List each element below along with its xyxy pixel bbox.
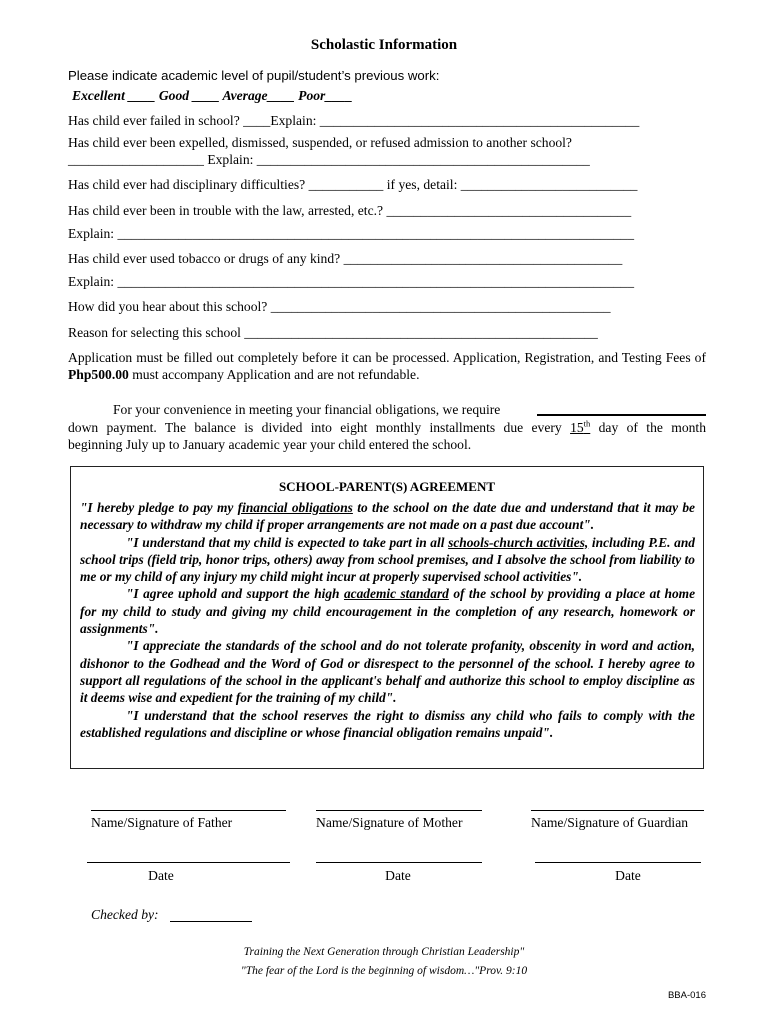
question-tobacco-explain: Explain: ____________________________________________________________________________ — [68, 274, 635, 289]
question-law-explain: Explain: ____________________________________________________________________________ — [68, 226, 635, 241]
payment-text: For your convenience in meeting your financial obligations, we require — [113, 402, 501, 417]
agreement-underlined: academic standard — [343, 586, 449, 602]
payment-day-number: 15 — [570, 420, 584, 435]
page-title: Scholastic Information — [310, 37, 458, 53]
mother-signature-line — [316, 810, 482, 811]
payment-day-suffix: th — [583, 418, 591, 429]
question-tobacco: Has child ever used tobacco or drugs of any kind? _________________________________________ — [68, 251, 623, 266]
guardian-date-label: Date — [615, 868, 641, 883]
payment-line2-end: day of the month — [590, 420, 706, 435]
academic-level-prompt: Please indicate academic level of pupil/student’s previous work: — [68, 68, 440, 83]
motto-line2: "The fear of the Lord is the beginning of wisdom…"Prov. 9:10 — [240, 965, 528, 977]
agreement-body — [80, 499, 695, 741]
mother-date-label: Date — [385, 868, 411, 883]
checked-by-line — [170, 921, 252, 922]
question-expelled-line1: Has child ever been expelled, dismissed, suspended, or refused admission to another school? — [68, 135, 572, 150]
father-date-label: Date — [148, 868, 174, 883]
form-code: BBA-016 — [667, 990, 706, 1001]
motto-line1: Training the Next Generation through Christian Leadership" — [243, 946, 525, 958]
question-reason: Reason for selecting this school ____________________________________________________ — [68, 325, 598, 340]
payment-line3: beginning July up to January academic year your child entered the school. — [68, 437, 472, 452]
father-date-line — [87, 862, 290, 863]
application-note-text: Application must be filled out completely before it can be processed. Application, Registration, and Testing Fees of — [68, 350, 706, 365]
question-law: Has child ever been in trouble with the law, arrested, etc.? ____________________________________ — [68, 203, 632, 218]
agreement-academic — [80, 585, 695, 637]
payment-details — [68, 419, 706, 453]
agreement-text: "I understand that my child is expected to take part in all — [126, 534, 449, 550]
application-fee: Php500.00 — [68, 367, 129, 382]
agreement-pledge-financial — [80, 499, 695, 534]
payment-due-day — [570, 420, 590, 435]
academic-level-options: Excellent ____ Good ____ Average____ Poor____ — [72, 88, 353, 103]
agreement-dismissal: "I understand that the school reserves the right to dismiss any child who fails to comply with the established regulations and discipline or whose financial obligation remains unpaid". — [80, 707, 695, 740]
question-expelled-line2: ____________________ Explain: _________________________________________________ — [68, 152, 590, 167]
agreement-text: including P.E. and school trips (field trip, honor trips, others) away from school premises, and I absolve the school from liability to me or my child of any injury my child might incur at properly supervised school activities". — [80, 534, 696, 585]
question-expelled — [68, 134, 706, 168]
guardian-signature-line — [531, 810, 704, 811]
payment-line1 — [113, 401, 500, 418]
application-note-text-end: must accompany Application and are not refundable. — [128, 367, 420, 382]
down-payment-blank — [537, 414, 706, 416]
payment-line2 — [68, 419, 706, 436]
question-disciplinary: Has child ever had disciplinary difficulties? ___________ if yes, detail: __________________________ — [68, 177, 638, 192]
agreement-text: "I hereby pledge to pay my — [80, 500, 238, 515]
agreement-activities — [80, 534, 695, 586]
checked-by-label: Checked by: — [91, 907, 159, 922]
mother-signature-label: Name/Signature of Mother — [316, 815, 463, 830]
agreement-standards: "I appreciate the standards of the school and do not tolerate profanity, obscenity in word and action, dishonor to the Godhead and the Word of God or disrespect to the personnel of the school. I hereby agree to support all regulations of the school in the applicant's behalf and authorize this school to employ discipline as it deems wise and expedient for the training of my child". — [80, 638, 695, 706]
agreement-underlined: financial obligations — [237, 500, 353, 515]
agreement-heading: SCHOOL-PARENT(S) AGREEMENT — [278, 479, 496, 494]
mother-date-line — [316, 862, 482, 863]
father-signature-label: Name/Signature of Father — [91, 815, 233, 830]
agreement-text: of the school by providing a place at home for my child to study and giving my child encouragement in the completion of any research, homework or assignments". — [80, 586, 696, 637]
father-signature-line — [91, 810, 286, 811]
guardian-date-line — [535, 862, 701, 863]
question-hear-about: How did you hear about this school? __________________________________________________ — [68, 299, 611, 314]
question-failed: Has child ever failed in school? ____Explain: _______________________________________________ — [68, 113, 640, 128]
agreement-text: to the school on the date due and understand that it may be necessary to withdraw my child if proper arrangements are not made on a past due account". — [80, 500, 696, 533]
guardian-signature-label: Name/Signature of Guardian — [531, 815, 689, 830]
agreement-text: "I agree uphold and support the high — [126, 586, 344, 602]
payment-line2-text: down payment. The balance is divided into eight monthly installments due every — [68, 420, 571, 435]
application-note — [68, 349, 706, 383]
agreement-underlined: schools-church activities, — [448, 534, 589, 550]
